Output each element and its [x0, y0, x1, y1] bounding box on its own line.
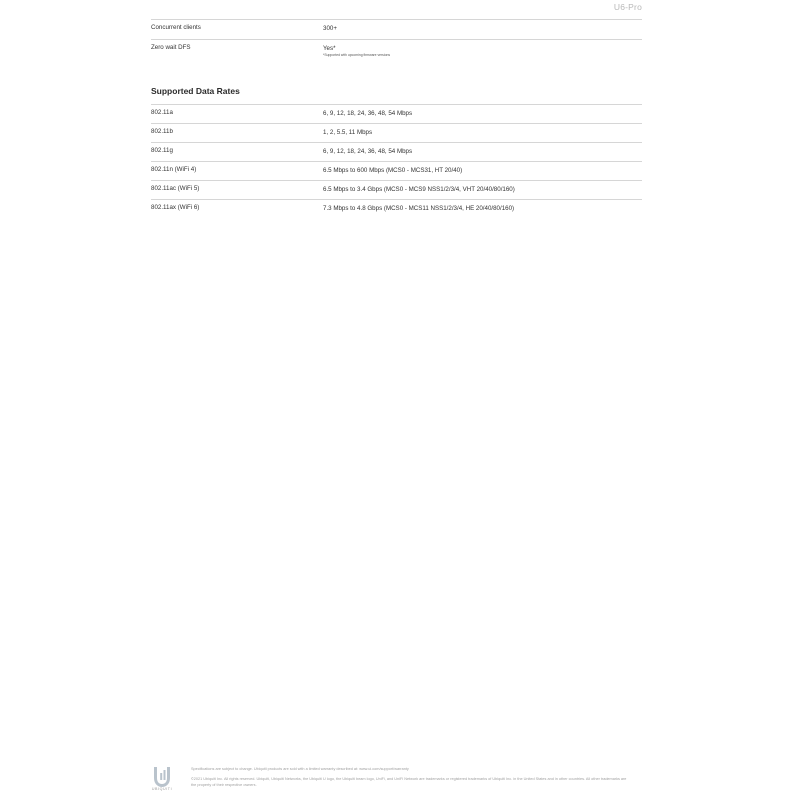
rate-standard: 802.11ac (WiFi 5): [151, 185, 200, 192]
doc-title: U6-Pro: [613, 2, 642, 12]
rate-row: [151, 104, 642, 123]
rate-value: 6.5 Mbps to 3.4 Gbps (MCS0 - MCS9 NSS1/2/3/4, VHT 20/40/80/160): [323, 186, 515, 193]
rate-row: [151, 180, 642, 199]
rate-row: [151, 142, 642, 161]
spec-row-concurrent-clients: [151, 19, 642, 38]
rate-value: 6, 9, 12, 18, 24, 36, 48, 54 Mbps: [323, 110, 413, 117]
spec-value: Yes*: [323, 45, 336, 52]
rate-standard: 802.11g: [151, 147, 173, 154]
rate-value: 6, 9, 12, 18, 24, 36, 48, 54 Mbps: [323, 148, 413, 155]
rate-value: 1, 2, 5.5, 11 Mbps: [323, 129, 373, 136]
rate-row: [151, 161, 642, 180]
footer-copyright: ©2021 Ubiquiti Inc. All rights reserved. Ubiquiti, Ubiquiti Networks, the Ubiquiti U logo, the Ubiquiti beam logo, UniFi, and UniFi Network are trademarks or registered trademarks of Ubiquiti Inc. in the United States and in other countries. All other trademarks are the property of their respective owners.: [191, 777, 627, 787]
spec-label: Concurrent clients: [151, 24, 201, 31]
logo-wordmark: UBIQUITI: [151, 787, 173, 791]
rate-value: 6.5 Mbps to 600 Mbps (MCS0 - MCS31, HT 20/40): [323, 167, 463, 174]
ubiquiti-logo-icon: [150, 766, 174, 796]
rate-standard: 802.11a: [151, 109, 173, 116]
spec-footnote: *Supported with upcoming firmware versions: [323, 53, 391, 57]
spec-label: Zero wait DFS: [151, 44, 191, 51]
rate-standard: 802.11b: [151, 128, 173, 135]
spec-value: 300+: [323, 25, 337, 32]
section-heading-data-rates: Supported Data Rates: [151, 86, 240, 96]
spec-row-zero-wait-dfs: [151, 39, 642, 58]
rate-standard: 802.11ax (WiFi 6): [151, 204, 200, 211]
footer-disclaimer: Specifications are subject to change. Ubiquiti products are sold with a limited warranty described at: www.ui.com/support/warranty: [191, 767, 409, 771]
rate-standard: 802.11n (WiFi 4): [151, 166, 197, 173]
rate-value: 7.3 Mbps to 4.8 Gbps (MCS0 - MCS11 NSS1/2/3/4, HE 20/40/80/160): [323, 205, 515, 212]
rate-row: [151, 199, 642, 218]
rate-row: [151, 123, 642, 142]
